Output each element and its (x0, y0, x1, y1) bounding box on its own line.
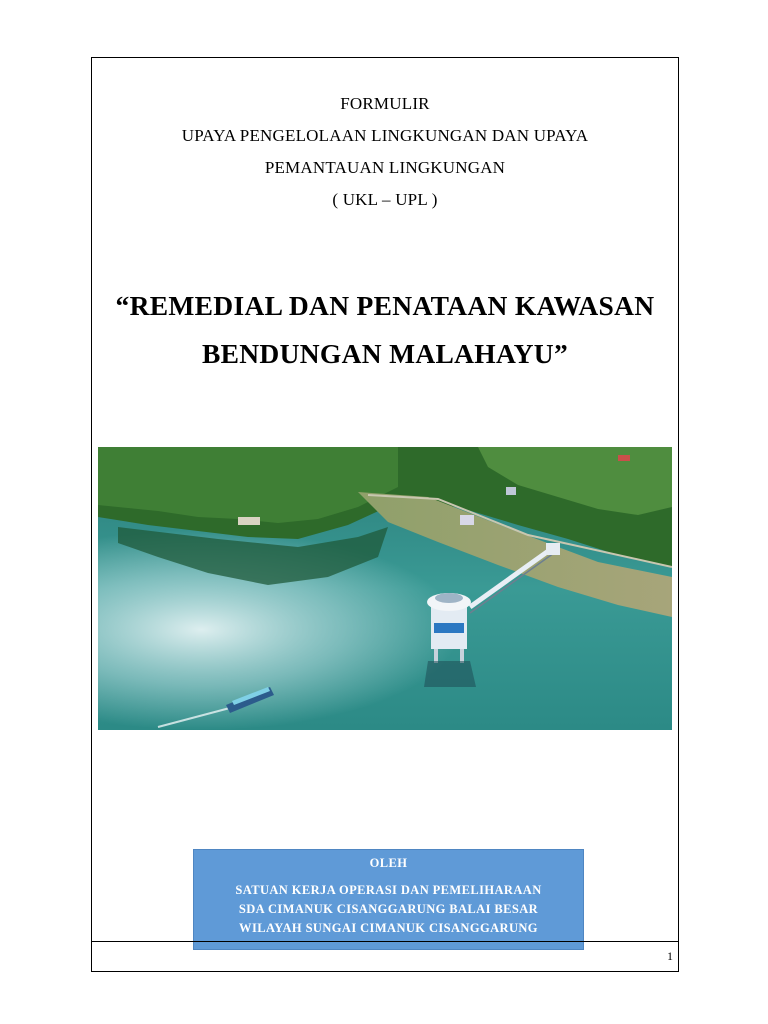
author-box (193, 849, 584, 950)
project-title-line-1: “REMEDIAL DAN PENATAAN KAWASAN (115, 290, 655, 321)
page-number: 1 (667, 949, 673, 963)
project-title (91, 282, 679, 378)
author-org-line-3: WILAYAH SUNGAI CIMANUK CISANGGARUNG (239, 921, 538, 935)
form-subject-line-1: UPAYA PENGELOLAAN LINGKUNGAN DAN UPAYA (181, 126, 589, 145)
form-abbreviation: ( UKL – UPL ) (332, 190, 438, 209)
author-organization (194, 881, 583, 938)
reservoir-photo (98, 447, 672, 730)
footer-divider (92, 941, 678, 942)
form-type: FORMULIR (340, 94, 430, 113)
author-org-line-1: SATUAN KERJA OPERASI DAN PEMELIHARAAN (235, 883, 542, 897)
author-org-line-2: SDA CIMANUK CISANGGARUNG BALAI BESAR (238, 902, 539, 916)
form-subject-line-2: PEMANTAUAN LINGKUNGAN (264, 158, 506, 177)
author-label: OLEH (369, 856, 408, 870)
form-header (91, 88, 679, 216)
project-title-line-2: BENDUNGAN MALAHAYU” (201, 338, 569, 369)
